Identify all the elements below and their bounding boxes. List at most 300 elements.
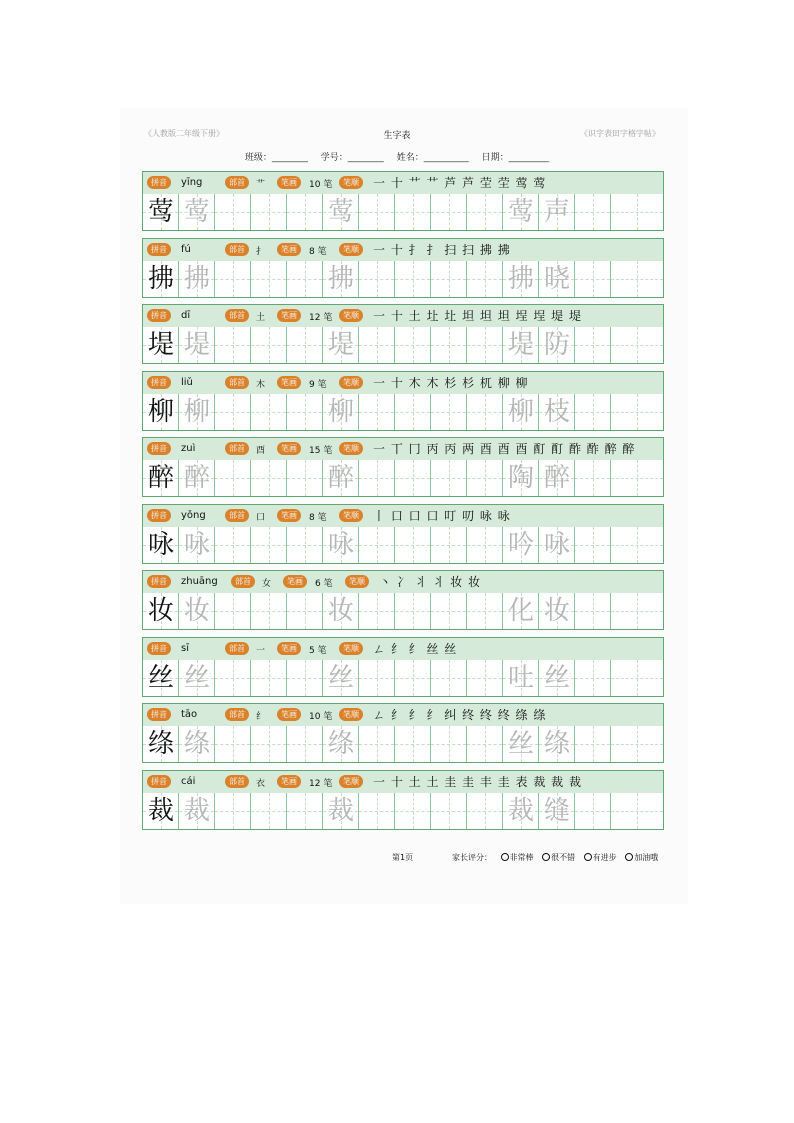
trace-character: 枝 [543, 397, 570, 427]
grid-cell[interactable] [467, 726, 503, 762]
grid-cell[interactable] [251, 660, 287, 696]
trace-character: 裁 [327, 796, 354, 826]
model-character: 莺 [147, 197, 174, 227]
grid-cell[interactable] [611, 726, 663, 762]
grid-cell[interactable] [179, 726, 215, 762]
character-row [142, 703, 664, 764]
grid-cell[interactable] [251, 726, 287, 762]
grid-cell[interactable] [215, 527, 251, 563]
grid-cell[interactable] [215, 726, 251, 762]
trace-character: 柳 [183, 397, 210, 427]
radical-text: 扌 [256, 247, 266, 257]
grid-cell[interactable] [395, 261, 431, 297]
grid-cell[interactable] [539, 261, 575, 297]
writing-grid [142, 327, 664, 364]
model-character: 丝 [147, 663, 174, 693]
stroke-count-tag: 笔画 [283, 575, 307, 588]
textbook-label: 《人教版二年级下册》 [144, 129, 224, 138]
stroke-order-text: ㄥ 纟 纟 纟 纠 终 终 终 绦 绦 [373, 708, 547, 722]
rating-option[interactable]: 加油哦 [625, 853, 658, 862]
grid-cell[interactable] [503, 726, 539, 762]
stroke-count-text: 15 笔 [309, 446, 333, 456]
pinyin-tag: 拼音 [147, 775, 171, 788]
stroke-order-text: 一 十 艹 艹 芦 芦 茔 茔 莺 莺 [373, 176, 547, 190]
grid-cell[interactable] [575, 726, 611, 762]
writing-grid [142, 793, 664, 830]
grid-cell[interactable] [215, 460, 251, 496]
grid-cell[interactable] [215, 593, 251, 629]
grid-cell[interactable] [359, 460, 395, 496]
grid-cell[interactable] [575, 261, 611, 297]
trace-character: 妆 [183, 596, 210, 626]
grid-cell[interactable] [539, 327, 575, 363]
grid-cell[interactable] [539, 460, 575, 496]
writing-grid [142, 660, 664, 697]
grid-cell[interactable] [539, 660, 575, 696]
grid-cell[interactable] [323, 460, 359, 496]
grid-cell[interactable] [287, 261, 323, 297]
grid-cell[interactable] [431, 327, 467, 363]
info-band [142, 304, 664, 328]
grid-cell[interactable] [467, 660, 503, 696]
grid-cell[interactable] [179, 593, 215, 629]
grid-cell[interactable] [431, 460, 467, 496]
grid-cell[interactable] [359, 194, 395, 230]
workbook-label: 《识字表田字格字帖》 [580, 129, 660, 138]
grid-cell[interactable] [143, 194, 179, 230]
grid-cell[interactable] [287, 726, 323, 762]
trace-character: 晓 [543, 264, 570, 294]
grid-cell[interactable] [395, 593, 431, 629]
grid-cell[interactable] [503, 527, 539, 563]
grid-cell[interactable] [323, 660, 359, 696]
rating-label: 家长评分： [452, 853, 492, 862]
stroke-count-tag: 笔画 [277, 442, 301, 455]
trace-character: 醉 [543, 463, 570, 493]
grid-cell[interactable] [179, 460, 215, 496]
pinyin-text: liǔ [181, 377, 193, 388]
model-character: 拂 [147, 264, 174, 294]
grid-cell[interactable] [287, 593, 323, 629]
trace-character: 妆 [543, 596, 570, 626]
grid-cell[interactable] [359, 527, 395, 563]
writing-grid [142, 460, 664, 497]
grid-cell[interactable] [215, 261, 251, 297]
grid-cell[interactable] [251, 194, 287, 230]
radio-circle-icon [501, 853, 509, 861]
stroke-order-text: ㄥ 纟 纟 丝 丝 [373, 642, 458, 656]
grid-cell[interactable] [431, 726, 467, 762]
date-field[interactable]: 日期：_________ [481, 153, 550, 163]
info-band [142, 371, 664, 395]
pinyin-tag: 拼音 [147, 509, 171, 522]
stroke-order-tag: 笔顺 [339, 243, 363, 256]
pinyin-text: fú [181, 244, 191, 255]
trace-character: 咏 [183, 530, 210, 560]
grid-cell[interactable] [251, 394, 287, 430]
model-character: 绦 [147, 729, 174, 759]
trace-character: 化 [507, 596, 534, 626]
info-band [142, 770, 664, 794]
radical-text: 土 [256, 313, 266, 323]
grid-cell[interactable] [251, 327, 287, 363]
pinyin-tag: 拼音 [147, 309, 171, 322]
stroke-count-text: 8 笔 [309, 247, 327, 257]
grid-cell[interactable] [359, 327, 395, 363]
trace-character: 柳 [507, 397, 534, 427]
radio-circle-icon [625, 853, 633, 861]
grid-cell[interactable] [215, 194, 251, 230]
radical-text: 口 [256, 513, 266, 523]
page-number: 第1页 [392, 853, 414, 862]
grid-cell[interactable] [575, 593, 611, 629]
radical-tag: 部首 [225, 708, 249, 721]
grid-cell[interactable] [251, 460, 287, 496]
writing-grid [142, 194, 664, 231]
stroke-count-text: 9 笔 [309, 380, 327, 390]
info-band [142, 437, 664, 461]
grid-cell[interactable] [575, 660, 611, 696]
grid-cell[interactable] [467, 527, 503, 563]
radical-tag: 部首 [225, 642, 249, 655]
grid-cell[interactable] [467, 793, 503, 829]
grid-cell[interactable] [611, 261, 663, 297]
grid-cell[interactable] [467, 394, 503, 430]
grid-cell[interactable] [287, 394, 323, 430]
grid-cell[interactable] [395, 793, 431, 829]
grid-cell[interactable] [539, 194, 575, 230]
rating-option[interactable]: 非常棒 [501, 853, 534, 862]
name-field[interactable]: 姓名：__________ [396, 153, 469, 163]
grid-cell[interactable] [143, 593, 179, 629]
character-row [142, 171, 664, 232]
grid-cell[interactable] [611, 327, 663, 363]
grid-cell[interactable] [539, 527, 575, 563]
pinyin-tag: 拼音 [147, 243, 171, 256]
radical-tag: 部首 [231, 575, 255, 588]
stroke-order-tag: 笔顺 [339, 642, 363, 655]
grid-cell[interactable] [431, 660, 467, 696]
trace-character: 莺 [507, 197, 534, 227]
trace-character: 咏 [543, 530, 570, 560]
grid-cell[interactable] [143, 660, 179, 696]
grid-cell[interactable] [251, 261, 287, 297]
trace-character: 醉 [327, 463, 354, 493]
stroke-count-text: 5 笔 [309, 646, 327, 656]
writing-grid [142, 726, 664, 763]
grid-cell[interactable] [467, 460, 503, 496]
grid-cell[interactable] [503, 194, 539, 230]
grid-cell[interactable] [359, 660, 395, 696]
grid-cell[interactable] [323, 593, 359, 629]
grid-cell[interactable] [287, 327, 323, 363]
writing-grid [142, 261, 664, 298]
pinyin-tag: 拼音 [147, 376, 171, 389]
grid-cell[interactable] [251, 527, 287, 563]
trace-character: 吐 [507, 663, 534, 693]
character-row [142, 304, 664, 365]
radical-tag: 部首 [225, 243, 249, 256]
grid-cell[interactable] [431, 261, 467, 297]
grid-cell[interactable] [395, 394, 431, 430]
grid-cell[interactable] [143, 793, 179, 829]
character-row [142, 238, 664, 299]
writing-grid [142, 394, 664, 431]
radical-tag: 部首 [225, 309, 249, 322]
trace-character: 堤 [327, 330, 354, 360]
grid-cell[interactable] [431, 394, 467, 430]
writing-grid [142, 527, 664, 564]
grid-cell[interactable] [431, 527, 467, 563]
stroke-order-tag: 笔顺 [339, 775, 363, 788]
grid-cell[interactable] [431, 793, 467, 829]
grid-cell[interactable] [323, 527, 359, 563]
grid-cell[interactable] [503, 327, 539, 363]
grid-cell[interactable] [323, 726, 359, 762]
stroke-count-tag: 笔画 [277, 309, 301, 322]
pinyin-tag: 拼音 [147, 708, 171, 721]
model-character: 醉 [147, 463, 174, 493]
writing-grid [142, 593, 664, 630]
stroke-order-text: 一 十 土 圵 圵 坦 坦 坦 埕 埕 堤 堤 [373, 309, 582, 323]
radical-text: 一 [256, 646, 266, 656]
radical-text: 酉 [256, 446, 266, 456]
grid-cell[interactable] [575, 793, 611, 829]
grid-cell[interactable] [503, 660, 539, 696]
info-band [142, 703, 664, 727]
grid-cell[interactable] [611, 460, 663, 496]
grid-cell[interactable] [287, 194, 323, 230]
grid-cell[interactable] [287, 460, 323, 496]
grid-cell[interactable] [575, 460, 611, 496]
grid-cell[interactable] [359, 726, 395, 762]
stroke-count-tag: 笔画 [277, 775, 301, 788]
radical-text: 艹 [256, 180, 266, 190]
student-info-line [0, 150, 794, 163]
grid-cell[interactable] [611, 660, 663, 696]
stroke-order-text: 丨 口 口 口 叮 叨 咏 咏 [373, 509, 511, 523]
trace-character: 陶 [507, 463, 534, 493]
trace-character: 裁 [507, 796, 534, 826]
character-row [142, 371, 664, 432]
grid-cell[interactable] [215, 394, 251, 430]
grid-cell[interactable] [287, 527, 323, 563]
stroke-order-text: 一 十 土 土 圭 圭 丰 圭 表 裁 裁 裁 [373, 775, 582, 789]
stroke-order-tag: 笔顺 [339, 442, 363, 455]
number-field[interactable]: 学号：________ [320, 153, 384, 163]
rating-option[interactable]: 很不错 [542, 853, 575, 862]
trace-character: 声 [543, 197, 570, 227]
grid-cell[interactable] [179, 660, 215, 696]
grid-cell[interactable] [539, 726, 575, 762]
info-band [142, 637, 664, 661]
pinyin-tag: 拼音 [147, 642, 171, 655]
grid-cell[interactable] [539, 593, 575, 629]
grid-cell[interactable] [575, 327, 611, 363]
trace-character: 堤 [183, 330, 210, 360]
radical-tag: 部首 [225, 775, 249, 788]
grid-cell[interactable] [359, 793, 395, 829]
grid-cell[interactable] [179, 194, 215, 230]
info-band [142, 238, 664, 262]
grid-cell[interactable] [359, 394, 395, 430]
grid-cell[interactable] [215, 327, 251, 363]
grid-cell[interactable] [467, 261, 503, 297]
grid-cell[interactable] [143, 394, 179, 430]
stroke-count-tag: 笔画 [277, 708, 301, 721]
grid-cell[interactable] [611, 527, 663, 563]
grid-cell[interactable] [179, 527, 215, 563]
trace-character: 防 [543, 330, 570, 360]
pinyin-text: tāo [181, 709, 198, 720]
trace-character: 莺 [327, 197, 354, 227]
grid-cell[interactable] [287, 660, 323, 696]
class-field[interactable]: 班级：________ [244, 153, 308, 163]
grid-cell[interactable] [323, 194, 359, 230]
grid-cell[interactable] [215, 660, 251, 696]
grid-cell[interactable] [395, 194, 431, 230]
trace-character: 柳 [327, 397, 354, 427]
grid-cell[interactable] [539, 793, 575, 829]
grid-cell[interactable] [395, 327, 431, 363]
grid-cell[interactable] [395, 460, 431, 496]
stroke-count-text: 8 笔 [309, 513, 327, 523]
stroke-count-text: 10 笔 [309, 180, 333, 190]
trace-character: 咏 [327, 530, 354, 560]
grid-cell[interactable] [143, 527, 179, 563]
grid-cell[interactable] [143, 327, 179, 363]
pinyin-tag: 拼音 [147, 176, 171, 189]
trace-character: 堤 [507, 330, 534, 360]
stroke-count-tag: 笔画 [277, 642, 301, 655]
stroke-count-tag: 笔画 [277, 509, 301, 522]
page-title: 生字表 [383, 131, 411, 141]
trace-character: 丝 [543, 663, 570, 693]
radical-tag: 部首 [225, 376, 249, 389]
info-band [142, 171, 664, 195]
trace-character: 拂 [183, 264, 210, 294]
stroke-order-tag: 笔顺 [345, 575, 369, 588]
grid-cell[interactable] [503, 394, 539, 430]
grid-cell[interactable] [395, 660, 431, 696]
grid-cell[interactable] [179, 261, 215, 297]
grid-cell[interactable] [611, 394, 663, 430]
trace-character: 丝 [327, 663, 354, 693]
stroke-count-tag: 笔画 [277, 376, 301, 389]
grid-cell[interactable] [539, 394, 575, 430]
model-character: 裁 [147, 796, 174, 826]
grid-cell[interactable] [611, 593, 663, 629]
grid-cell[interactable] [503, 793, 539, 829]
model-character: 妆 [147, 596, 174, 626]
grid-cell[interactable] [575, 394, 611, 430]
grid-cell[interactable] [467, 194, 503, 230]
grid-cell[interactable] [611, 194, 663, 230]
stroke-count-tag: 笔画 [277, 243, 301, 256]
grid-cell[interactable] [503, 593, 539, 629]
grid-cell[interactable] [251, 793, 287, 829]
grid-cell[interactable] [323, 261, 359, 297]
stroke-order-text: 一 丅 冂 丙 丙 两 酉 酉 酉 酊 酊 酢 酢 醉 醉 [373, 442, 636, 456]
grid-cell[interactable] [179, 394, 215, 430]
stroke-order-text: 丶 冫 丬 丬 妆 妆 [379, 575, 482, 589]
trace-character: 拂 [507, 264, 534, 294]
stroke-count-tag: 笔画 [277, 176, 301, 189]
character-row [142, 504, 664, 565]
grid-cell[interactable] [503, 261, 539, 297]
stroke-count-text: 12 笔 [309, 779, 333, 789]
grid-cell[interactable] [251, 593, 287, 629]
pinyin-tag: 拼音 [147, 575, 171, 588]
grid-cell[interactable] [143, 460, 179, 496]
trace-character: 拂 [327, 264, 354, 294]
trace-character: 妆 [327, 596, 354, 626]
trace-character: 缝 [543, 796, 570, 826]
stroke-order-tag: 笔顺 [339, 376, 363, 389]
rating-option[interactable]: 有进步 [584, 853, 617, 862]
pinyin-tag: 拼音 [147, 442, 171, 455]
radical-text: 女 [262, 579, 272, 589]
grid-cell[interactable] [467, 593, 503, 629]
grid-cell[interactable] [575, 527, 611, 563]
grid-cell[interactable] [143, 261, 179, 297]
stroke-count-text: 6 笔 [315, 579, 333, 589]
grid-cell[interactable] [359, 593, 395, 629]
grid-cell[interactable] [323, 327, 359, 363]
grid-cell[interactable] [179, 793, 215, 829]
grid-cell[interactable] [503, 460, 539, 496]
pinyin-text: cái [181, 776, 196, 787]
character-row [142, 437, 664, 498]
grid-cell[interactable] [467, 327, 503, 363]
radical-text: 木 [256, 380, 266, 390]
grid-cell[interactable] [395, 527, 431, 563]
pinyin-text: zhuāng [181, 576, 218, 587]
stroke-order-tag: 笔顺 [339, 176, 363, 189]
pinyin-text: sī [181, 643, 189, 654]
grid-cell[interactable] [431, 593, 467, 629]
stroke-order-tag: 笔顺 [339, 708, 363, 721]
radio-circle-icon [542, 853, 550, 861]
grid-cell[interactable] [287, 793, 323, 829]
trace-character: 莺 [183, 197, 210, 227]
stroke-count-text: 12 笔 [309, 313, 333, 323]
grid-cell[interactable] [611, 793, 663, 829]
stroke-order-text: 一 十 扌 扌 扫 扫 拂 拂 [373, 243, 511, 257]
grid-cell[interactable] [323, 394, 359, 430]
radio-circle-icon [584, 853, 592, 861]
stroke-count-text: 10 笔 [309, 712, 333, 722]
trace-character: 裁 [183, 796, 210, 826]
parent-rating [452, 852, 658, 863]
grid-cell[interactable] [323, 793, 359, 829]
trace-character: 丝 [507, 729, 534, 759]
grid-cell[interactable] [215, 793, 251, 829]
grid-cell[interactable] [359, 261, 395, 297]
trace-character: 绦 [183, 729, 210, 759]
trace-character: 丝 [183, 663, 210, 693]
grid-cell[interactable] [179, 327, 215, 363]
grid-cell[interactable] [575, 194, 611, 230]
radical-tag: 部首 [225, 509, 249, 522]
grid-cell[interactable] [395, 726, 431, 762]
radical-tag: 部首 [225, 442, 249, 455]
grid-cell[interactable] [431, 194, 467, 230]
radical-tag: 部首 [225, 176, 249, 189]
grid-cell[interactable] [143, 726, 179, 762]
trace-character: 绦 [327, 729, 354, 759]
trace-character: 醉 [183, 463, 210, 493]
